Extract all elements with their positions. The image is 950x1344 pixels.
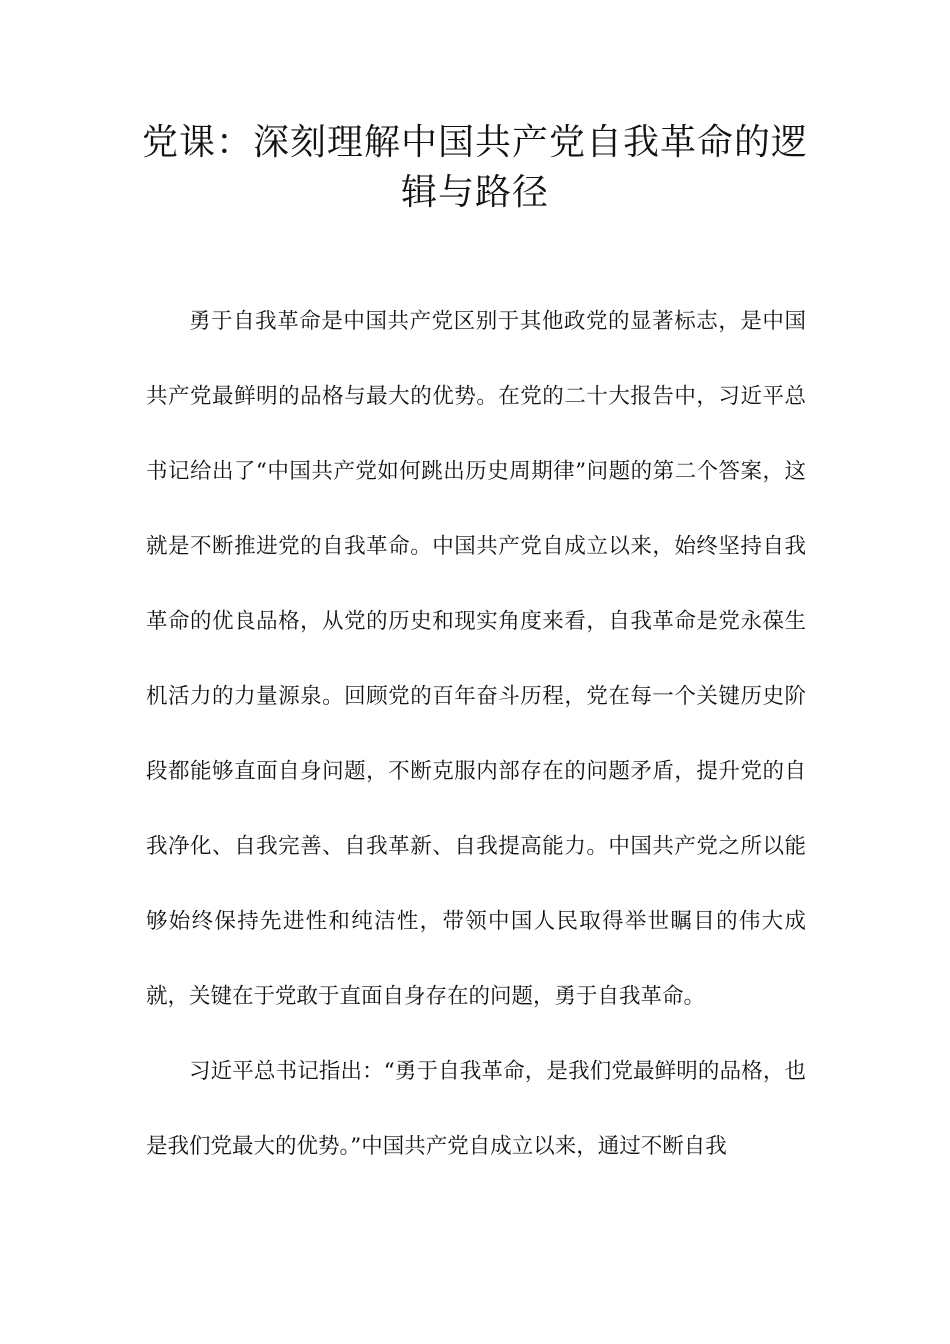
- paragraph: 习近平总书记指出：“勇于自我革命，是我们党最鲜明的品格，也是我们党最大的优势。”中国共产党自成立以来，通过不断自我: [146, 1059, 806, 1159]
- document-title: 党课：深刻理解中国共产党自我革命的逻辑与路径: [141, 122, 808, 213]
- paragraph: 勇于自我革命是中国共产党区别于其他政党的显著标志，是中国共产党最鲜明的品格与最大的优势。在党的二十大报告中，习近平总书记给出了“中国共产党如何跳出历史周期律”问题的第二个答案，这就是不断推进党的自我革命。中国共产党自成立以来，始终坚持自我革命的优良品格，从党的历史和现实角度来看，自我革命是党永葆生机活力的力量源泉。回顾党的百年奋斗历程，党在每一个关键历史阶段都能够直面自身问题，不断克服内部存在的问题矛盾，提升党的自我净化、自我完善、自我革新、自我提高能力。中国共产党之所以能够始终保持先进性和纯洁性，带领中国人民取得举世瞩目的伟大成就，关键在于党敢于直面自身存在的问题，勇于自我革命。: [146, 309, 806, 1009]
- document-body: [146, 284, 806, 1184]
